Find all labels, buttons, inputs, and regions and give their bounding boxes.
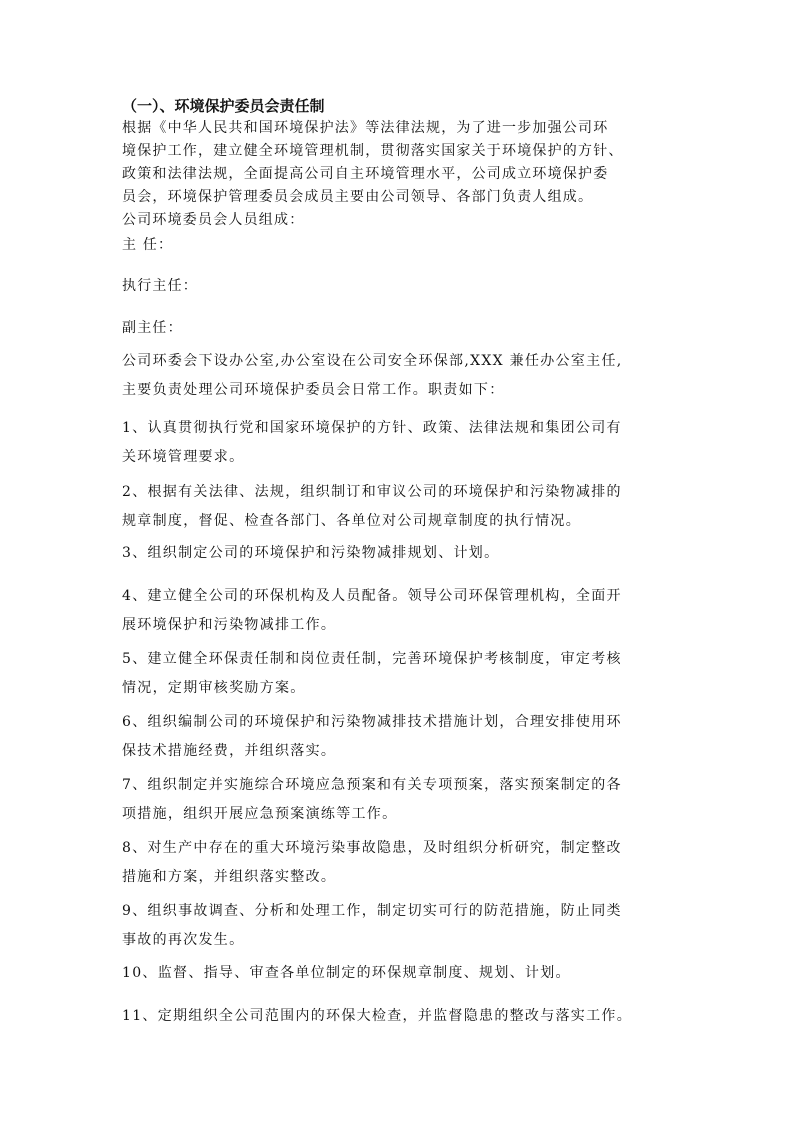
duty-item-10 <box>122 959 684 988</box>
intro-line: 境保护工作，建立健全环境管理机制，贯彻落实国家关于环境保护的方针、 <box>122 143 624 159</box>
office-line: 公司环委会下设办公室,办公室设在公司安全环保部,XXX 兼任办公室主任, <box>122 353 623 369</box>
duty-line: 5、建立健全环保责任制和岗位责任制，完善环境保护考核制度，审定考核 <box>122 651 622 667</box>
intro-line: 员会，环境保护管理委员会成员主要由公司领导、各部门负责人组成。 <box>122 189 594 205</box>
duty-line: 保技术措施经费，并组织落实。 <box>122 743 337 759</box>
duty-item-7 <box>122 771 684 829</box>
executive-director-label: 执行主任： <box>122 278 198 294</box>
duty-line: 2、根据有关法律、法规，组织制订和审议公司的环境保护和污染物减排的 <box>122 484 622 500</box>
duty-item-11 <box>122 1002 684 1031</box>
duty-line: 7、组织制定并实施综合环境应急预案和有关专项预案，落实预案制定的各 <box>122 777 622 793</box>
duty-line: 规章制度，督促、检查各部门、各单位对公司规章制度的执行情况。 <box>122 513 581 529</box>
duty-line: 8、对生产中存在的重大环境污染事故隐患，及时组织分析研究，制定整改 <box>122 840 622 856</box>
duty-item-4 <box>122 582 684 640</box>
duty-item-3 <box>122 539 684 568</box>
duty-line: 9、组织事故调查、分析和处理工作，制定切实可行的防范措施，防止同类 <box>122 903 622 919</box>
deputy-director-label: 副主任： <box>122 320 183 336</box>
duty-line: 情况，定期审核奖励方案。 <box>122 680 306 696</box>
duty-item-8 <box>122 834 684 892</box>
duty-item-6 <box>122 708 684 766</box>
duty-line: 3、组织制定公司的环境保护和污染物减排规划、计划。 <box>122 545 500 561</box>
duty-line: 4、建立健全公司的环保机构及人员配备。领导公司环保管理机构，全面开 <box>122 588 622 604</box>
office-line: 主要负责处理公司环境保护委员会日常工作。职责如下： <box>122 382 505 398</box>
committee-composition-label: 公司环境委员会人员组成： <box>122 212 305 228</box>
duty-item-1 <box>122 414 684 472</box>
office-paragraph <box>122 347 684 405</box>
duty-line: 展环境保护和污染物减排工作。 <box>122 617 337 633</box>
director-label: 主 任： <box>122 237 174 253</box>
duty-line: 1、认真贯彻执行党和国家环境保护的方针、政策、法律法规和集团公司有 <box>122 420 622 436</box>
duty-line: 6、组织编制公司的环境保护和污染物减排技术措施计划，合理安排使用环 <box>122 714 622 730</box>
section-heading: （一）、环境保护委员会责任制 <box>122 97 325 115</box>
duty-item-5 <box>122 645 684 703</box>
duty-line: 措施和方案，并组织落实整改。 <box>122 869 337 885</box>
duty-item-9 <box>122 897 684 955</box>
duty-line: 项措施，组织开展应急预案演练等工作。 <box>122 806 398 822</box>
intro-line: 根据《中华人民共和国环境保护法》等法律法规，为了进一步加强公司环 <box>122 120 609 136</box>
duty-line: 事故的再次发生。 <box>122 932 245 948</box>
duty-line: 关环境管理要求。 <box>122 449 245 465</box>
intro-line: 政策和法律法规，全面提高公司自主环境管理水平，公司成立环境保护委 <box>122 166 609 182</box>
intro-paragraph <box>122 117 684 232</box>
duty-line: 11、定期组织全公司范围内的环保大检查，并监督隐患的整改与落实工作。 <box>122 1008 633 1024</box>
duty-line: 10、监督、指导、审查各单位制定的环保规章制度、规划、计划。 <box>122 965 571 981</box>
duty-item-2 <box>122 478 684 536</box>
